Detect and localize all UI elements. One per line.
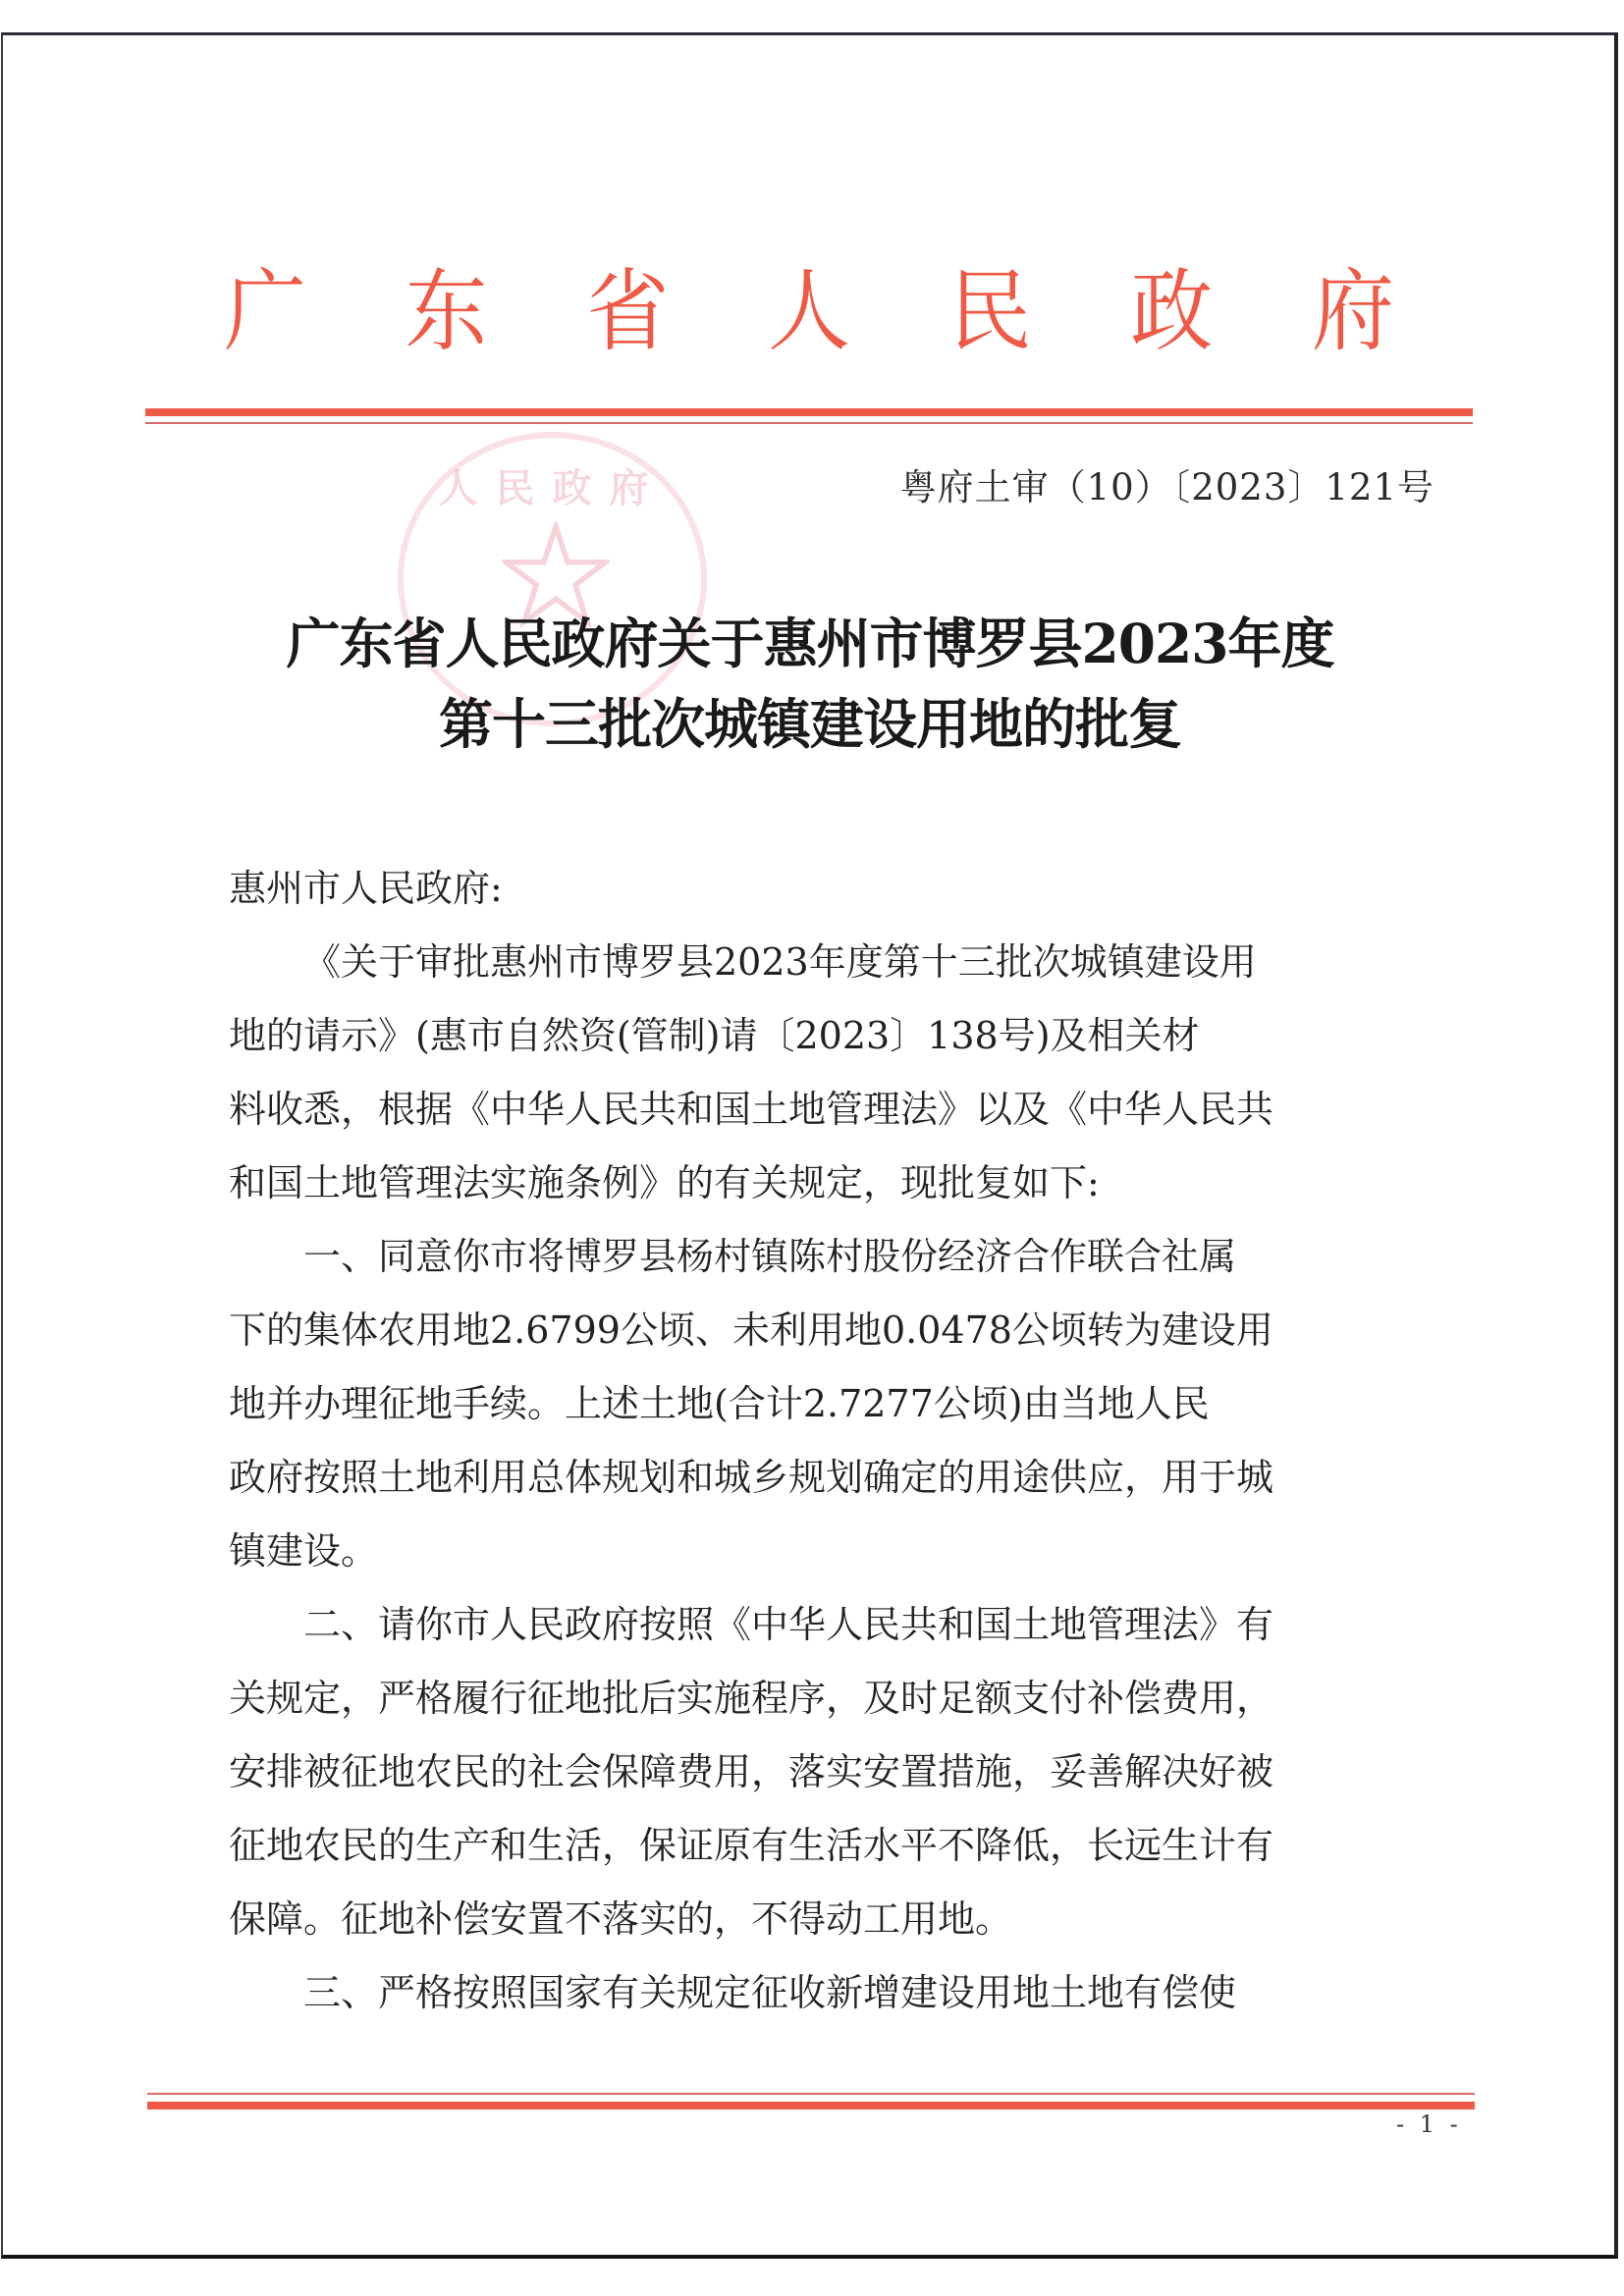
title-line-2: 第十三批次城镇建设用地的批复 <box>438 692 1181 756</box>
paragraph-line: 征地农民的生产和生活，保证原有生活水平不降低，长远生计有 <box>229 1824 1274 1867</box>
seal-text: 人民政府 <box>438 465 667 511</box>
paragraph-line: 《关于审批惠州市博罗县2023年度第十三批次城镇建设用 <box>303 940 1257 984</box>
paragraph-line: 镇建设。 <box>229 1529 379 1573</box>
header-rule-thin <box>145 422 1473 424</box>
footer-rule-thick <box>147 2102 1475 2109</box>
title-line-1: 广东省人民政府关于惠州市博罗县2023年度 <box>286 612 1334 675</box>
document-title <box>147 604 1473 765</box>
document-number: 粤府土审（10）〔2023〕121号 <box>899 466 1435 508</box>
paragraph-line: 关规定，严格履行征地批后实施程序，及时足额支付补偿费用， <box>229 1677 1274 1720</box>
paragraph-line: 地的请示》(惠市自然资(管制)请〔2023〕138号)及相关材 <box>229 1014 1200 1057</box>
paragraph-line: 政府按照土地利用总体规划和城乡规划确定的用途供应，用于城 <box>229 1456 1274 1499</box>
footer-rule-thin <box>147 2093 1475 2095</box>
paragraph-line: 地并办理征地手续。上述土地(合计2.7277公顷)由当地人民 <box>229 1382 1210 1425</box>
paragraph-line: 下的集体农用地2.6799公顷、未利用地0.0478公顷转为建设用 <box>229 1308 1273 1352</box>
header-rule-thick <box>145 408 1473 416</box>
issuer-char: 人 <box>767 259 850 363</box>
paragraph-line: 料收悉，根据《中华人民共和国土地管理法》以及《中华人民共 <box>229 1088 1274 1131</box>
paragraph-line: 安排被征地农民的社会保障费用，落实安置措施，妥善解决好被 <box>229 1750 1274 1793</box>
paragraph-line: 二、请你市人民政府按照《中华人民共和国土地管理法》有 <box>303 1603 1274 1646</box>
document-body <box>229 852 1440 2030</box>
issuer-char: 省 <box>586 259 670 363</box>
issuer-char: 府 <box>1311 259 1394 363</box>
paragraph-line: 一、同意你市将博罗县杨村镇陈村股份经济合作联合社属 <box>303 1235 1237 1278</box>
issuer-char: 政 <box>1130 259 1214 363</box>
paragraph-line: 和国土地管理法实施条例》的有关规定，现批复如下: <box>229 1161 1100 1204</box>
issuer-char: 东 <box>405 259 488 363</box>
paragraph-line: 三、严格按照国家有关规定征收新增建设用地土地有偿使 <box>303 1971 1237 2014</box>
page-number: - 1 - <box>1396 2110 1462 2138</box>
issuer-char: 民 <box>948 259 1032 363</box>
paragraph-line: 保障。征地补偿安置不落实的，不得动工用地。 <box>229 1897 1013 1941</box>
addressee: 惠州市人民政府: <box>229 867 503 910</box>
issuer-char: 广 <box>224 259 307 363</box>
issuer-header <box>147 257 1473 365</box>
